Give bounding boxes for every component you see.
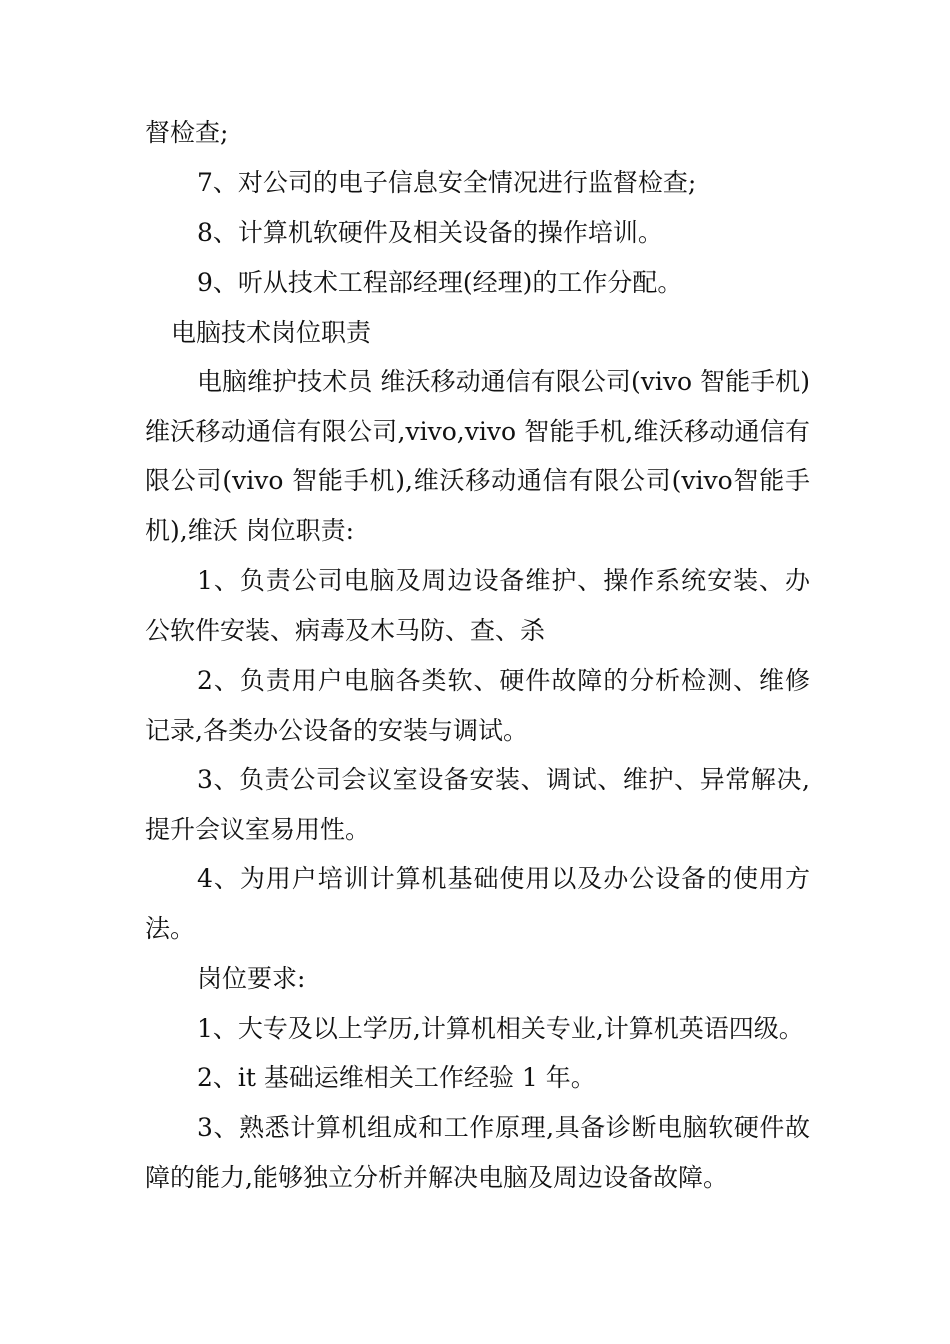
requirement-item-3: 3、熟悉计算机组成和工作原理,具备诊断电脑软硬件故障的能力,能够独立分析并解决电脑及周边设备故障。 bbox=[145, 1113, 810, 1192]
requirement-item-2: 2、it 基础运维相关工作经验 1 年。 bbox=[197, 1063, 596, 1092]
intro-paragraph: 电脑维护技术员 维沃移动通信有限公司(vivo 智能手机) 维沃移动通信有限公司,vivo,vivo 智能手机,维沃移动通信有限公司(vivo 智能手机),维沃移动通信有限公司(vivo智能手机),维沃 岗位职责: bbox=[145, 367, 810, 545]
list-item-9: 9、听从技术工程部经理(经理)的工作分配。 bbox=[197, 268, 683, 297]
list-item-8: 8、计算机软硬件及相关设备的操作培训。 bbox=[197, 218, 663, 247]
requirement-item-1: 1、大专及以上学历,计算机相关专业,计算机英语四级。 bbox=[197, 1014, 804, 1043]
paragraph-continued: 督检查; bbox=[145, 118, 229, 147]
requirements-title: 岗位要求: bbox=[197, 964, 306, 993]
duty-item-2: 2、负责用户电脑各类软、硬件故障的分析检测、维修记录,各类办公设备的安装与调试。 bbox=[145, 666, 810, 745]
section-title: 电脑技术岗位职责 bbox=[171, 318, 372, 347]
duty-item-3: 3、负责公司会议室设备安装、调试、维护、异常解决,提升会议室易用性。 bbox=[145, 765, 810, 844]
duty-item-4: 4、为用户培训计算机基础使用以及办公设备的使用方法。 bbox=[145, 864, 810, 943]
list-item-7: 7、对公司的电子信息安全情况进行监督检查; bbox=[197, 168, 697, 197]
duty-item-1: 1、负责公司电脑及周边设备维护、操作系统安装、办公软件安装、病毒及木马防、查、杀 bbox=[145, 566, 810, 645]
